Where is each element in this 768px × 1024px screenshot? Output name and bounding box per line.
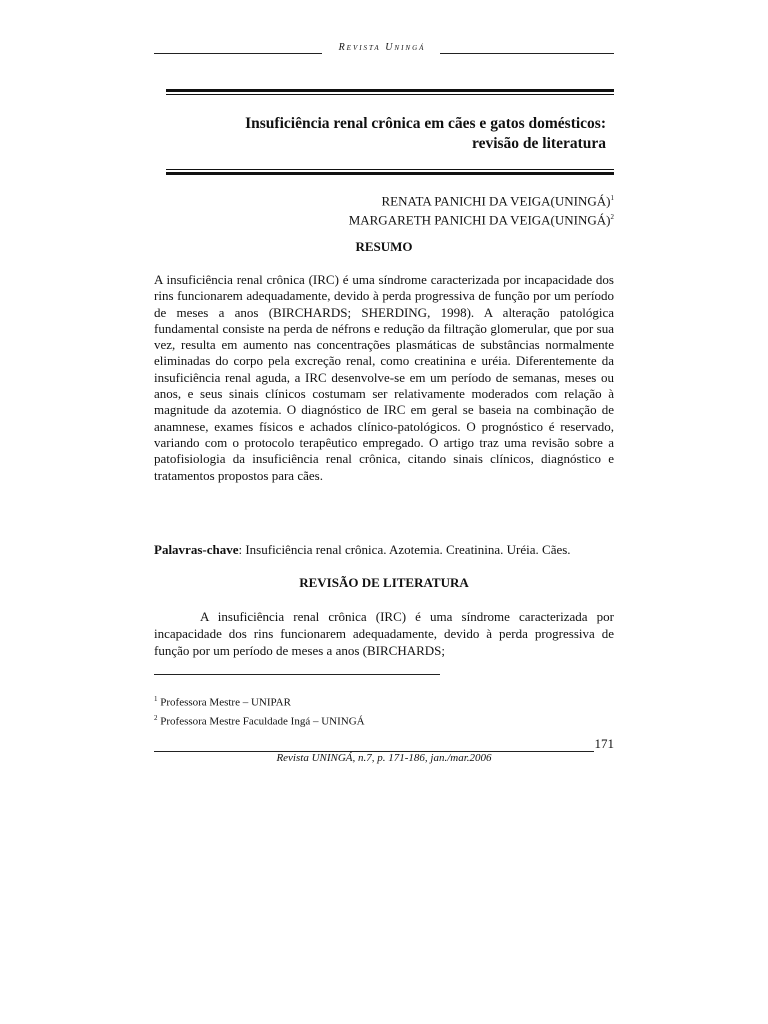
keywords-text: : Insuficiência renal crônica. Azotemia. Creatinina. Uréia. Cães. bbox=[238, 542, 571, 557]
journal-name: Revista Uningá bbox=[338, 42, 426, 53]
title-rule-bottom bbox=[166, 169, 614, 175]
author-list bbox=[154, 190, 614, 229]
footnote bbox=[154, 711, 614, 730]
author-line bbox=[154, 209, 614, 228]
section-heading-revisao: REVISÃO DE LITERATURA bbox=[299, 575, 469, 590]
footnote-text: Professora Mestre Faculdade Ingá – UNINGÁ bbox=[157, 715, 365, 728]
footnote bbox=[154, 692, 614, 711]
running-header bbox=[154, 42, 614, 60]
author-name: RENATA PANICHI DA VEIGA(UNINGÁ) bbox=[381, 193, 611, 209]
footnote-mark: 2 bbox=[154, 713, 158, 722]
body-paragraph: A insuficiência renal crônica (IRC) é uma síndrome caracterizada por incapacidade dos rins funcionarem adequadamente, devido à perda progressiva de função por um período de meses a anos (BIRCHARDS; bbox=[154, 609, 614, 658]
article-title bbox=[174, 114, 606, 154]
abstract-heading: RESUMO bbox=[355, 239, 413, 254]
header-rule-left bbox=[154, 53, 322, 54]
paper-page bbox=[154, 0, 614, 1024]
title-line-2: revisão de literatura bbox=[471, 135, 606, 152]
footnote-separator bbox=[154, 674, 440, 675]
author-line bbox=[154, 190, 614, 209]
author-name: MARGARETH PANICHI DA VEIGA(UNINGÁ) bbox=[348, 212, 611, 228]
title-line-1: Insuficiência renal crônica em cães e gatos domésticos: bbox=[245, 115, 606, 132]
header-rule-right bbox=[440, 53, 614, 54]
page-number: 171 bbox=[594, 736, 614, 751]
footnote-mark: 1 bbox=[154, 695, 158, 703]
author-note-mark: 1 bbox=[610, 194, 614, 202]
footer-citation: Revista UNINGÁ, n.7, p. 171-186, jan./mar.2006 bbox=[276, 752, 492, 764]
title-rule-top bbox=[166, 89, 614, 95]
keywords-label: Palavras-chave bbox=[154, 542, 239, 557]
footnotes bbox=[154, 692, 614, 729]
footnote-text: Professora Mestre – UNIPAR bbox=[157, 696, 291, 709]
keywords bbox=[154, 542, 614, 558]
abstract-text: A insuficiência renal crônica (IRC) é uma síndrome caracterizada por incapacidade dos rins funcionarem adequadamente, devido à perda progressiva de função por um período de meses a anos (BIRCHARDS; SHERDING, 1998). A alteração patológica fundamental consiste na perda de néfrons e redução da filtração glomerular, que por sua vez, resulta em aumento nas concentrações plasmáticas de substâncias normalmente eliminadas do corpo pela excreção renal, como creatinina e uréia. Diferentemente da insuficiência renal aguda, a IRC desenvolve-se em um período de semanas, meses ou anos, e seus sinais clínicos costumam ser relativamente moderados com relação à magnitude da azotemia. O diagnóstico de IRC em geral se baseia na combinação de anamnese, exames físicos e achados clínico-patológicos. O prognóstico é reservado, variando com o protocolo terapêutico empregado. O artigo traz uma revisão sobre a patofisiologia da insuficiência renal crônica, citando sinais clínicos, diagnóstico e tratamentos propostos para cães. bbox=[154, 272, 614, 483]
author-note-mark: 2 bbox=[610, 213, 614, 222]
